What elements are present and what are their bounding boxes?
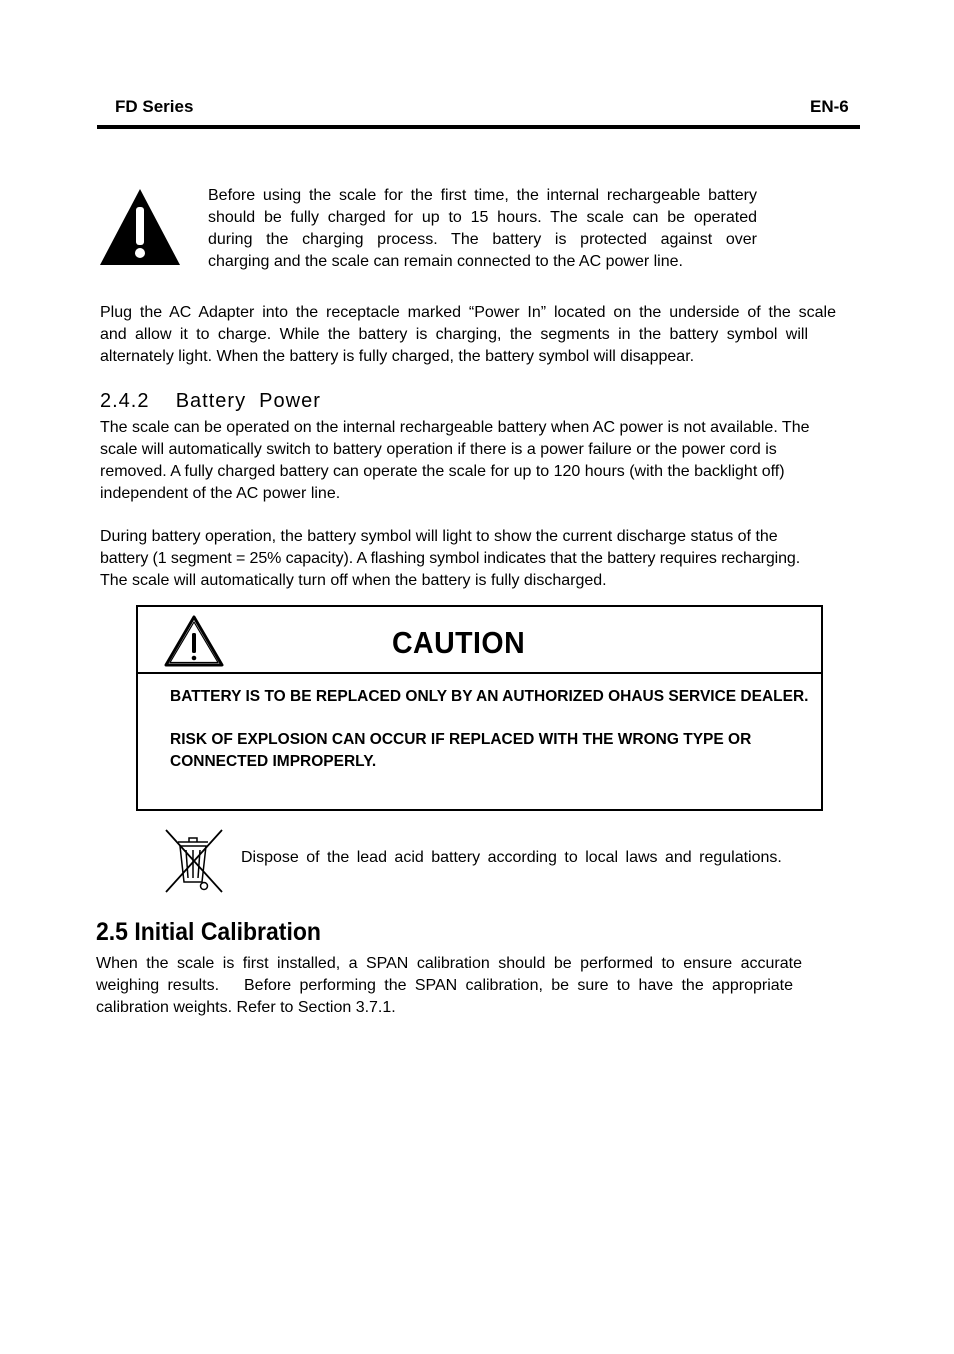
header-page-number: EN-6 (810, 97, 849, 116)
caution-divider (136, 672, 821, 674)
battery-paragraph-line: independent of the AC power line. (100, 485, 341, 502)
warning-triangle-outline-icon (163, 614, 225, 668)
warning-line: during the charging process. The battery is protected against over (208, 231, 757, 248)
warning-triangle-icon (98, 187, 182, 267)
calibration-paragraph-line: When the scale is first installed, a SPAN calibration should be performed to ensure accurate (96, 955, 802, 972)
plug-paragraph-line: Plug the AC Adapter into the receptacle marked “Power In” located on the underside of the scale (100, 304, 836, 321)
calibration-paragraph-line: calibration weights. Refer to Section 3.7.1. (96, 999, 396, 1016)
caution-line-replace: BATTERY IS TO BE REPLACED ONLY BY AN AUTHORIZED OHAUS SERVICE DEALER. (170, 688, 809, 705)
caution-line-connected: CONNECTED IMPROPERLY. (170, 753, 377, 770)
battery-paragraph-line: removed. A fully charged battery can operate the scale for up to 120 hours (with the backlight off) (100, 463, 785, 480)
section-heading-initial-calibration: 2.5 Initial Calibration (96, 918, 321, 946)
section-heading-battery-power: 2.4.2 Battery Power (100, 390, 321, 412)
discharge-paragraph-line: battery (1 segment = 25% capacity). A flashing symbol indicates that the battery requires recharging. (100, 550, 801, 567)
discharge-paragraph-line: The scale will automatically turn off when the battery is fully discharged. (100, 572, 607, 589)
calibration-paragraph-line: weighing results. Before performing the SPAN calibration, be sure to have the appropriate (96, 977, 793, 994)
header-series-title: FD Series (115, 97, 194, 116)
battery-paragraph-line: scale will automatically switch to battery operation if there is a power failure or the power cord is (100, 441, 777, 458)
disposal-text: Dispose of the lead acid battery according to local laws and regulations. (241, 849, 782, 866)
caution-title: CAUTION (392, 625, 526, 660)
caution-line-explosion: RISK OF EXPLOSION CAN OCCUR IF REPLACED WITH THE WRONG TYPE OR (170, 731, 752, 748)
header-rule (97, 125, 860, 129)
plug-paragraph-line: and allow it to charge. While the battery is charging, the segments in the battery symbol will (100, 326, 808, 343)
warning-line: charging and the scale can remain connected to the AC power line. (208, 253, 683, 270)
warning-line: should be fully charged for up to 15 hours. The scale can be operated (208, 209, 757, 226)
discharge-paragraph-line: During battery operation, the battery symbol will light to show the current discharge status of the (100, 528, 778, 545)
warning-line: Before using the scale for the first time, the internal rechargeable battery (208, 187, 757, 204)
crossed-out-bin-icon (164, 828, 224, 894)
battery-paragraph-line: The scale can be operated on the internal rechargeable battery when AC power is not available. The (100, 419, 810, 436)
plug-paragraph-line: alternately light. When the battery is fully charged, the battery symbol will disappear. (100, 348, 695, 365)
